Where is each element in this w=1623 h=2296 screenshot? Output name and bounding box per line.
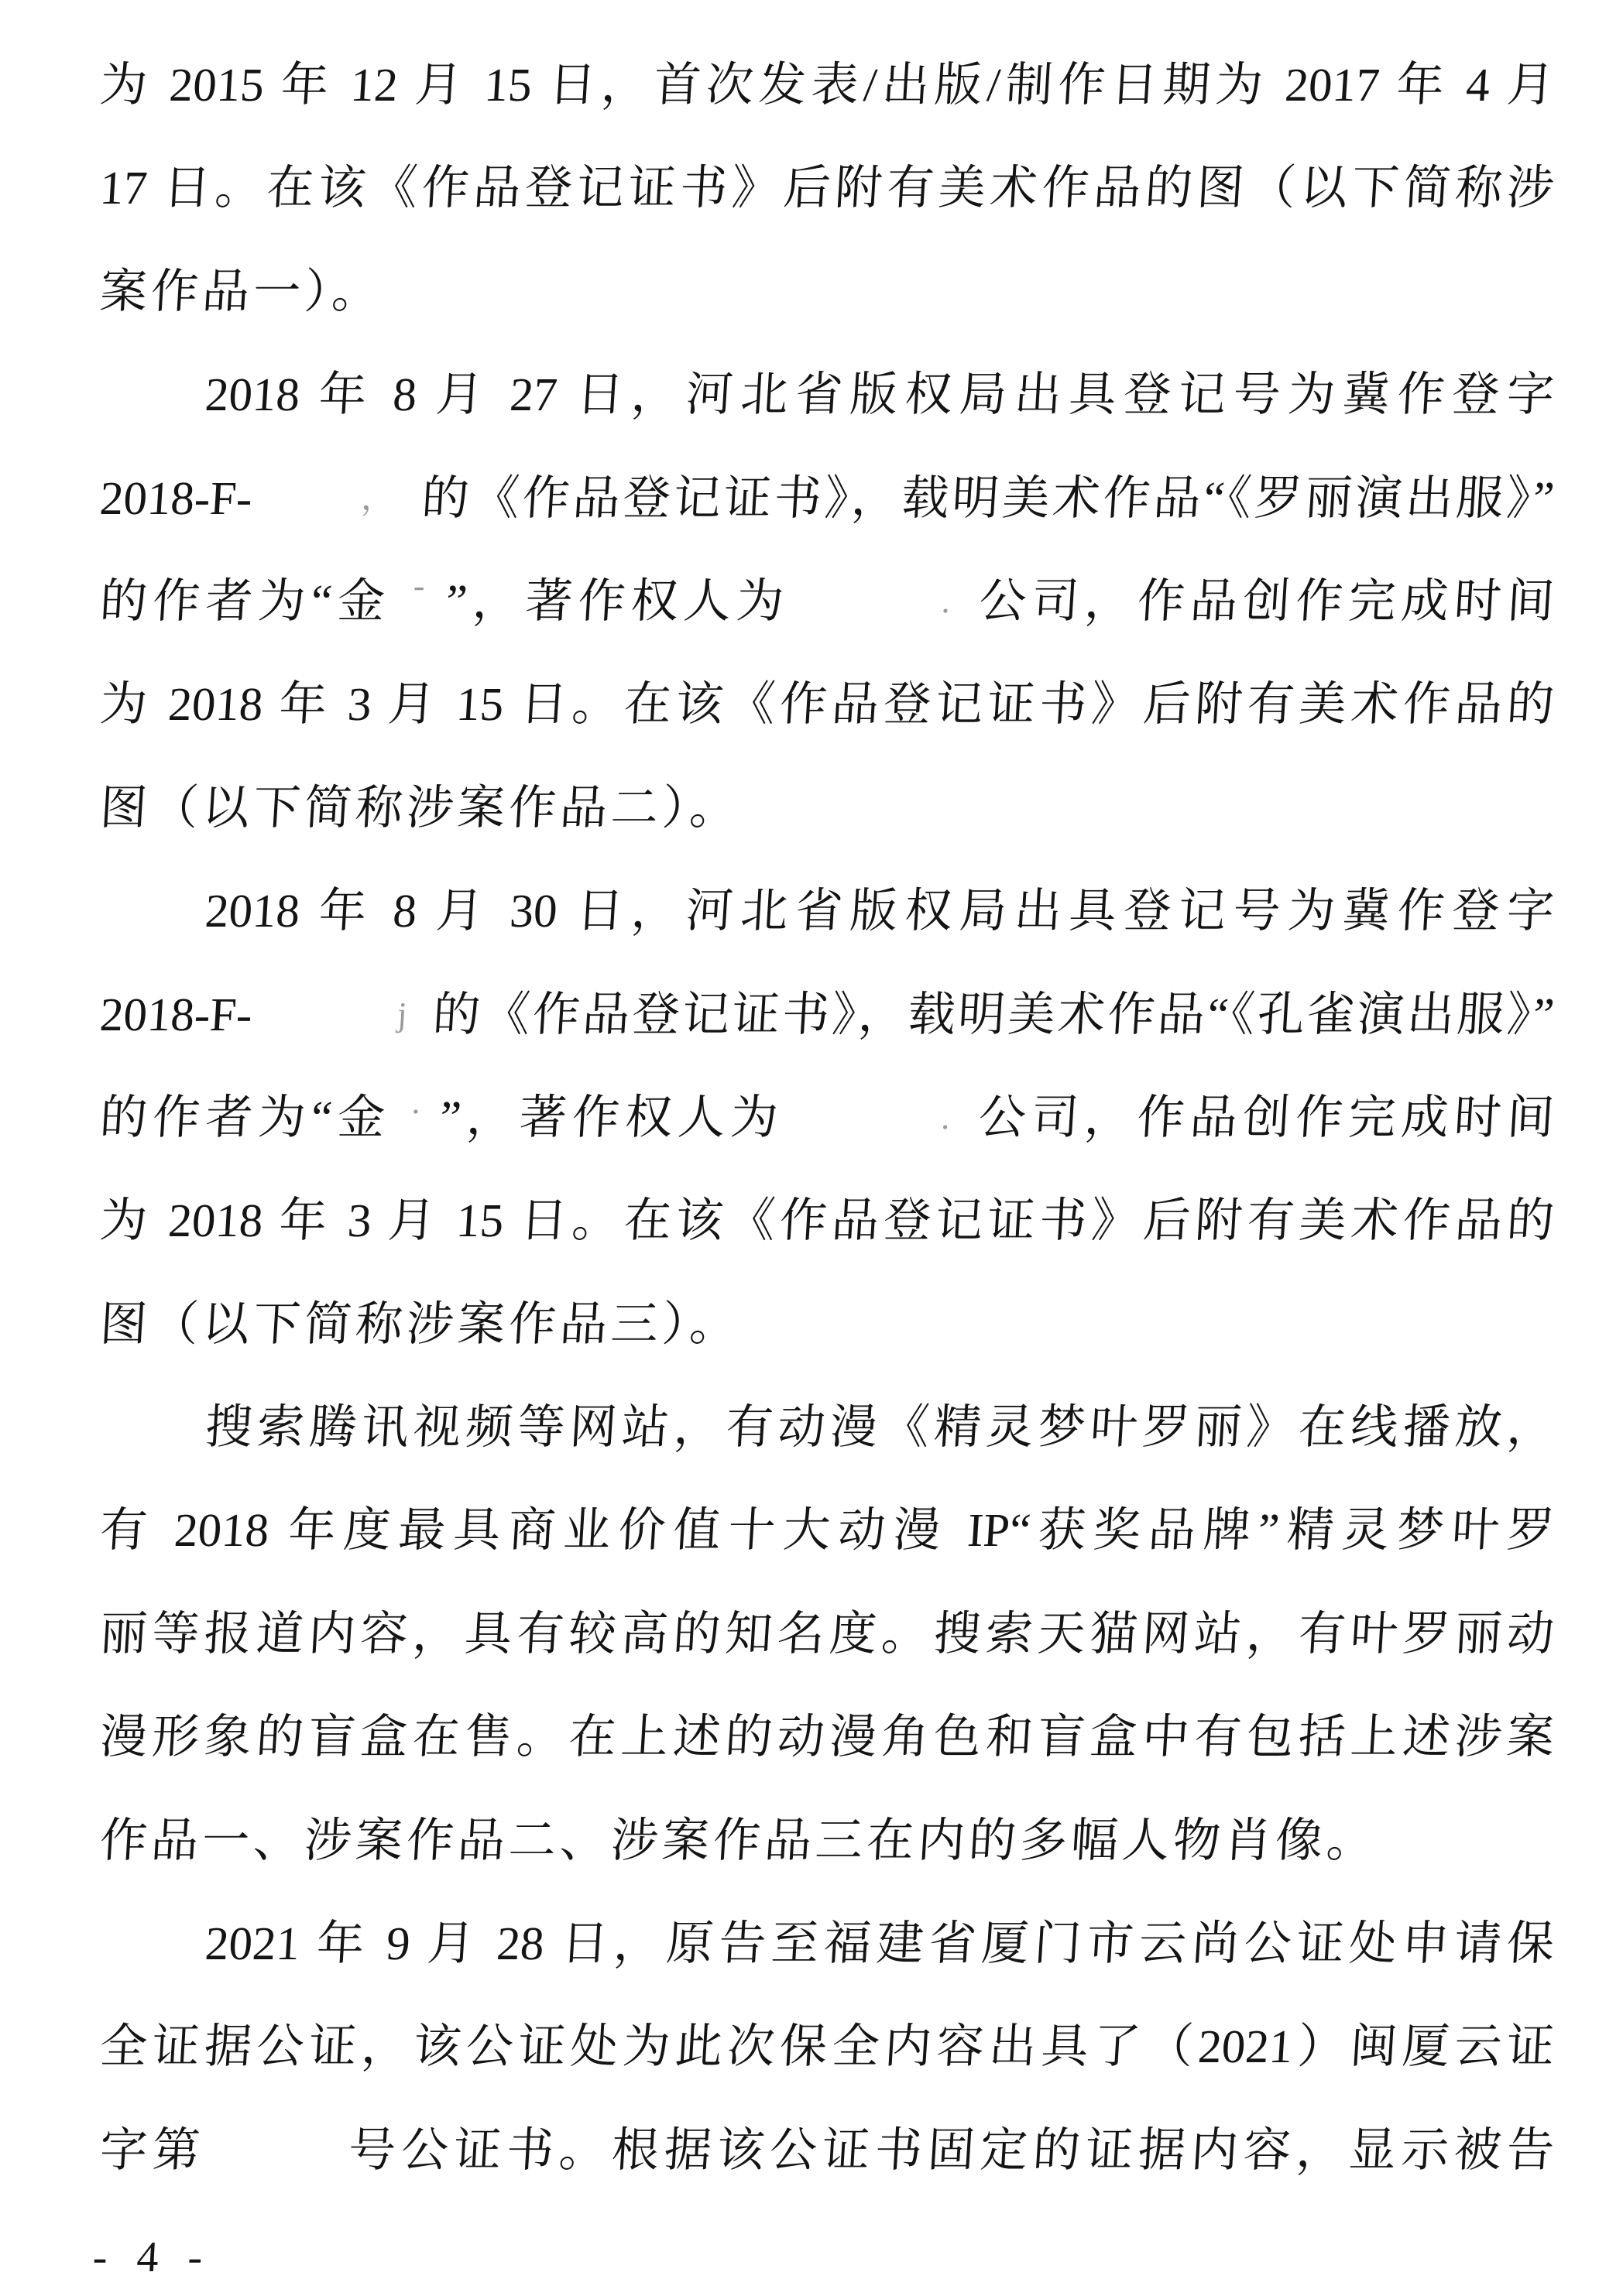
text-segment: 图（以下简称涉案作品三）。 bbox=[98, 1298, 743, 1351]
text-line bbox=[97, 447, 1557, 550]
text-segment: 全证据公证，该公证处为此次保全内容出具了（2021）闽厦云证 bbox=[98, 2021, 1556, 2074]
text-segment: 为 2015 年 12 月 15 日，首次发表/出版/制作日期为 2017 年 4 月 bbox=[98, 60, 1556, 111]
text-segment: 的作者为“金 bbox=[98, 575, 393, 628]
text-segment: 的《作品登记证书》，载明美术作品“《罗丽演出服》” bbox=[417, 472, 1556, 525]
text-segment: 公司，作品创作完成时间 bbox=[972, 575, 1556, 628]
text-line bbox=[97, 1479, 1557, 1582]
text-segment: 2018-F- bbox=[98, 472, 254, 525]
text-segment: 图（以下简称涉案作品二）。 bbox=[98, 782, 743, 834]
text-segment: 案作品一）。 bbox=[98, 266, 385, 318]
text-segment: 丽等报道内容，具有较高的知名度。搜索天猫网站，有叶罗丽动 bbox=[98, 1608, 1556, 1660]
text-segment: 2021 年 9 月 28 日，原告至福建省厦门市云尚公证处申请保 bbox=[203, 1918, 1556, 1971]
text-line bbox=[97, 653, 1557, 756]
text-segment: 有 2018 年度最具商业价值十大动漫 IP“获奖品牌”精灵梦叶罗 bbox=[98, 1505, 1556, 1558]
text-segment: 17 日。在该《作品登记证书》后附有美术作品的图（以下简称涉 bbox=[98, 163, 1556, 215]
text-segment: 号公证书。根据该公证书固定的证据内容，显示被告 bbox=[341, 2124, 1556, 2177]
redaction-gap bbox=[788, 581, 973, 620]
text-line bbox=[97, 137, 1557, 240]
document-body-text bbox=[100, 34, 1554, 2202]
text-line bbox=[97, 344, 1557, 447]
text-segment: 搜索腾讯视频等网站，有动漫《精灵梦叶罗丽》在线播放， bbox=[203, 1402, 1556, 1455]
text-line bbox=[97, 241, 1557, 344]
text-segment: 字第 bbox=[98, 2124, 208, 2177]
redaction-gap bbox=[783, 1098, 973, 1136]
text-line bbox=[97, 1790, 1557, 1893]
faint-redaction-mark: ， bbox=[360, 478, 397, 517]
faint-redaction-mark: . bbox=[940, 1098, 952, 1136]
redaction-gap bbox=[251, 995, 430, 1033]
faint-redaction-mark: ‐ bbox=[412, 566, 427, 605]
text-line bbox=[97, 1583, 1557, 1686]
redaction-gap bbox=[389, 1082, 440, 1133]
text-line bbox=[97, 1996, 1557, 2099]
text-segment: 作品一、涉案作品二、涉案作品三在内的多幅人物肖像。 bbox=[98, 1815, 1380, 1867]
text-segment: 漫形象的盲盒在售。在上述的动漫角色和盲盒中有包括上述涉案 bbox=[98, 1712, 1556, 1764]
text-segment: ”，著作权人为 bbox=[438, 1091, 785, 1144]
text-segment: 为 2018 年 3 月 15 日。在该《作品登记证书》后附有美术作品的 bbox=[98, 679, 1556, 732]
text-segment: 的作者为“金 bbox=[98, 1091, 393, 1144]
redaction-gap bbox=[251, 478, 418, 517]
text-line bbox=[97, 34, 1557, 137]
text-line bbox=[97, 550, 1557, 653]
faint-redaction-mark: . bbox=[410, 1082, 422, 1121]
text-line bbox=[97, 860, 1557, 963]
text-segment: 的《作品登记证书》，载明美术作品“《孔雀演出服》” bbox=[428, 989, 1556, 1041]
text-line bbox=[97, 1376, 1557, 1479]
text-segment: 2018-F- bbox=[98, 989, 254, 1041]
faint-redaction-mark: . bbox=[940, 581, 952, 620]
text-line bbox=[97, 757, 1557, 860]
text-segment: 2018 年 8 月 27 日，河北省版权局出具登记号为冀作登字 bbox=[203, 369, 1556, 422]
faint-redaction-mark: j bbox=[396, 995, 409, 1033]
text-line bbox=[97, 964, 1557, 1067]
text-line bbox=[97, 1686, 1557, 1789]
page-number: - 4 - bbox=[91, 2233, 213, 2281]
text-segment: 2018 年 8 月 30 日，河北省版权局出具登记号为冀作登字 bbox=[203, 886, 1556, 938]
text-line bbox=[97, 1067, 1557, 1170]
text-line bbox=[97, 1273, 1557, 1376]
text-segment: ”，著作权人为 bbox=[444, 575, 791, 628]
text-line bbox=[97, 1170, 1557, 1273]
redaction-gap bbox=[204, 2157, 343, 2166]
text-line bbox=[97, 2099, 1557, 2202]
text-segment: 公司，作品创作完成时间 bbox=[971, 1091, 1556, 1144]
text-segment: 为 2018 年 3 月 15 日。在该《作品登记证书》后附有美术作品的 bbox=[98, 1195, 1556, 1248]
text-line bbox=[97, 1893, 1557, 1996]
redaction-gap bbox=[389, 566, 446, 617]
